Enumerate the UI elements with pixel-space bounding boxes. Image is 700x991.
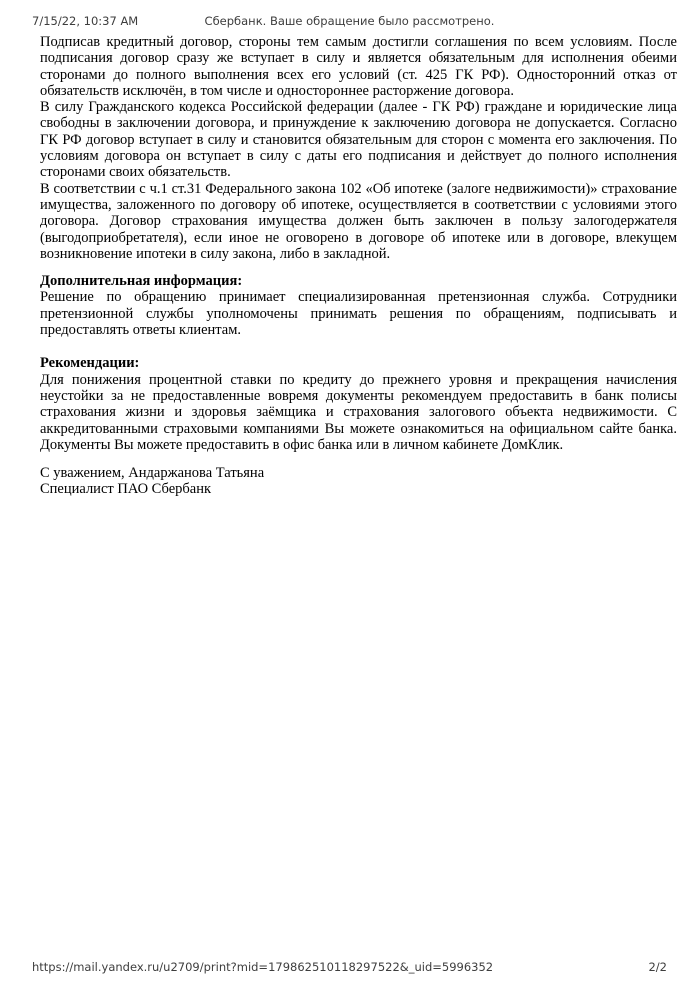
paragraph-additional-info: Решение по обращению принимает специализированная претензионная служба. Сотрудники претензионной службы уполномочены принимать решения по обращениям, подписывать и предоставлять ответы клиентам. bbox=[40, 289, 677, 339]
signature-role: Специалист ПАО Сбербанк bbox=[40, 481, 211, 498]
signature-block bbox=[40, 465, 677, 498]
print-title: Сбербанк. Ваше обращение было рассмотрено. bbox=[204, 14, 495, 28]
paragraph-contract-terms: Подписав кредитный договор, стороны тем самым достигли соглашения по всем условиям. После подписания договор сразу же вступает в силу и является обязательным для исполнения обеими сторонами до полного выполнения всех его условий (ст. 425 ГК РФ). Односторонний отказ от обязательств исключён, в том числе и одностороннее расторжение договора. bbox=[40, 34, 677, 99]
print-source-url: https://mail.yandex.ru/u2709/print?mid=179862510118297522&_uid=5996352 bbox=[32, 960, 494, 974]
paragraph-recommendations: Для понижения процентной ставки по кредиту до прежнего уровня и прекращения начисления неустойки за не предоставленные вовремя документы рекомендуем предоставить в банк полисы страхования жизни и здоровья заёмщика и страхования залогового объекта недвижимости. С аккредитованными страховыми компаниями Вы можете ознакомиться на официальном сайте банка. Документы Вы можете предоставить в офис банка или в личном кабинете ДомКлик. bbox=[40, 371, 677, 453]
section-heading-additional-info: Дополнительная информация: bbox=[40, 273, 243, 290]
section-heading-recommendations: Рекомендации: bbox=[40, 355, 140, 372]
page-number: 2/2 bbox=[648, 960, 667, 974]
print-footer bbox=[32, 960, 667, 974]
letter-body bbox=[40, 34, 677, 498]
paragraph-civil-code: В силу Гражданского кодекса Российской федерации (далее - ГК РФ) граждане и юридические лица свободны в заключении договора, и принуждение к заключению договора не допускается. Согласно ГК РФ договор вступает в силу и становится обязательным для сторон с момента его заключения. По условиям договора он вступает в силу с даты его подписания и действует до полного исполнения сторонами своих обязательств. bbox=[40, 99, 677, 181]
print-header bbox=[32, 14, 667, 28]
print-datetime: 7/15/22, 10:37 AM bbox=[32, 14, 139, 28]
signature-name: С уважением, Андаржанова Татьяна bbox=[40, 465, 265, 482]
paragraph-mortgage-law: В соответствии с ч.1 ст.31 Федерального закона 102 «Об ипотеке (залоге недвижимости)» страхование имущества, заложенного по договору об ипотеке, осуществляется в соответствии с условиями этого договора. Договор страхования имущества должен быть заключен в пользу залогодержателя (выгодоприобретателя), если иное не оговорено в договоре об ипотеке или в договоре, влекущем возникновение ипотеки в силу закона, либо в закладной. bbox=[40, 180, 677, 262]
